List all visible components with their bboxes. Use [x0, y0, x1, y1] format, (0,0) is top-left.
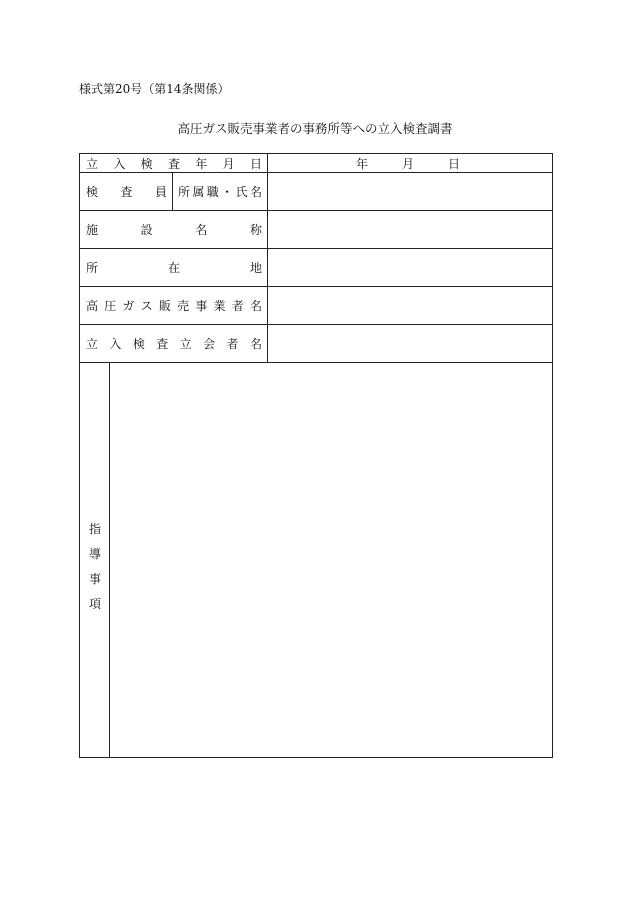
day-label: 日 — [447, 156, 460, 171]
guidance-row — [80, 363, 553, 758]
month-label: 月 — [401, 156, 414, 171]
guidance-cell — [80, 363, 553, 758]
facility-name-row — [80, 211, 553, 249]
business-name-field[interactable] — [268, 287, 553, 325]
form-number: 様式第20号（第14条関係） — [79, 82, 230, 96]
guidance-label: 指 導 事 項 — [88, 522, 101, 611]
location-field[interactable] — [268, 249, 553, 287]
business-name-label: 高 圧 ガ ス 販 売 事 業 者 名 — [80, 287, 268, 325]
witness-name-field[interactable] — [268, 325, 553, 363]
year-label: 年 — [356, 156, 369, 171]
inspection-date-label: 立 入 検 査 年 月 日 — [80, 154, 268, 173]
facility-name-field[interactable] — [268, 211, 553, 249]
business-name-row — [80, 287, 553, 325]
document-title: 高圧ガス販売事業者の事務所等への立入検査調書 — [177, 121, 453, 136]
witness-name-row — [80, 325, 553, 363]
guidance-field[interactable] — [110, 363, 552, 757]
guidance-label-column — [80, 363, 110, 757]
inspection-date-row — [80, 154, 553, 173]
inspector-label: 検 査 員 — [80, 173, 173, 210]
affiliation-name-label: 所 属 職 ・ 氏 名 — [178, 185, 262, 199]
inspector-label-cell — [80, 173, 268, 211]
inspector-field[interactable] — [268, 173, 553, 211]
location-row — [80, 249, 553, 287]
location-label: 所 在 地 — [80, 249, 268, 287]
witness-name-label: 立 入 検 査 立 会 者 名 — [80, 325, 268, 363]
facility-name-label: 施 設 名 称 — [80, 211, 268, 249]
inspection-date-field[interactable] — [268, 154, 553, 173]
inspection-record-table — [79, 153, 553, 758]
inspector-row — [80, 173, 553, 211]
